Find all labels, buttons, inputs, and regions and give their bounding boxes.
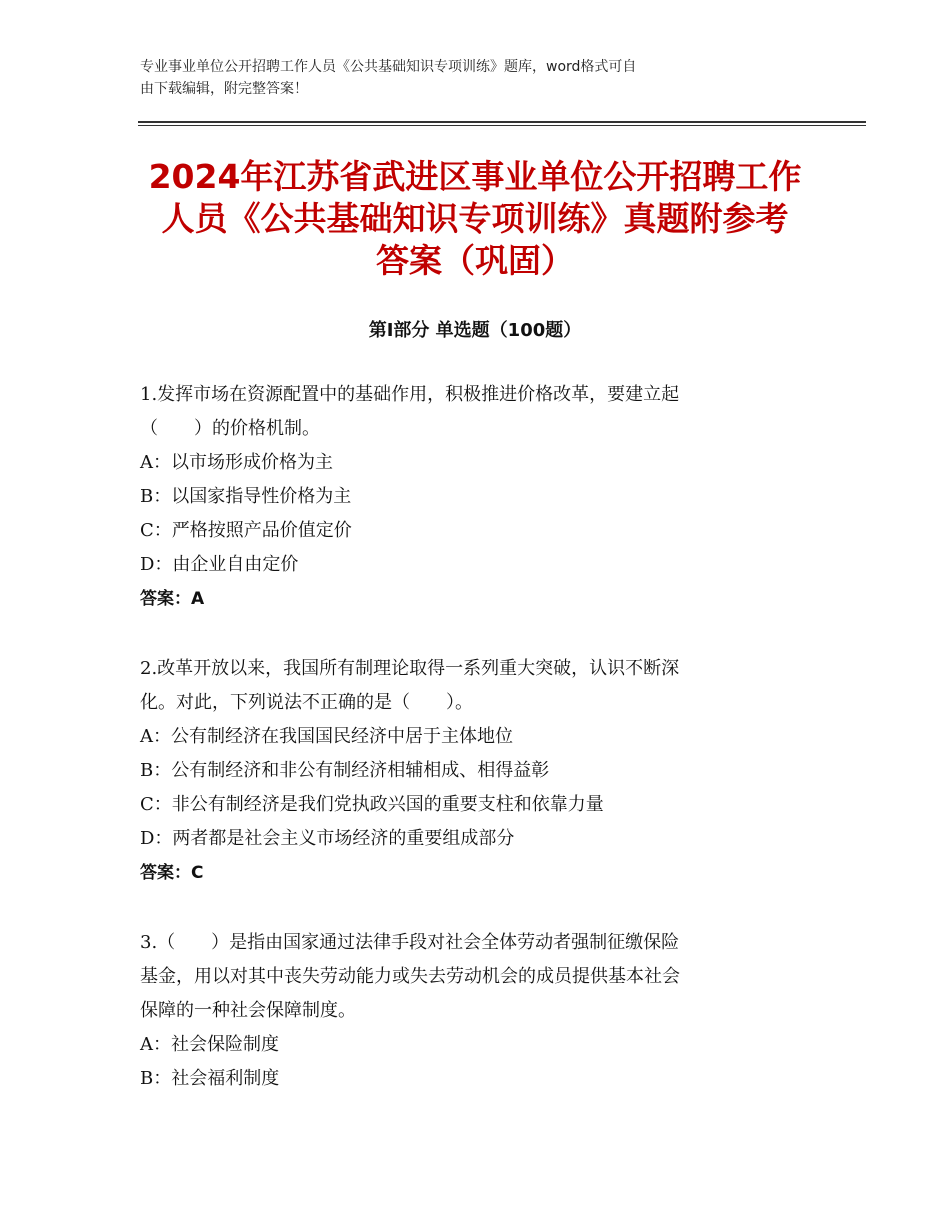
answer: 答案：A — [140, 589, 205, 609]
option-b: B：公有制经济和非公有制经济相辅相成、相得益彰 — [140, 760, 550, 781]
header-note-line: 专业事业单位公开招聘工作人员《公共基础知识专项训练》题库，word格式可自 — [140, 59, 637, 75]
answer: 答案：C — [140, 863, 204, 883]
option-b: B：以国家指导性价格为主 — [140, 486, 352, 507]
question-stem: 2.改革开放以来，我国所有制理论取得一系列重大突破，认识不断深 — [140, 658, 680, 679]
option-a: A：社会保险制度 — [140, 1034, 279, 1055]
question-stem: 化。对此，下列说法不正确的是（ ）。 — [140, 692, 473, 713]
option-d: D：由企业自由定价 — [140, 554, 299, 575]
document-header-note — [140, 56, 820, 100]
option-c: C：非公有制经济是我们党执政兴国的重要支柱和依靠力量 — [140, 794, 604, 815]
question-stem: 1.发挥市场在资源配置中的基础作用，积极推进价格改革，要建立起 — [140, 384, 680, 405]
question-1 — [140, 378, 810, 616]
question-stem: 基金，用以对其中丧失劳动能力或失去劳动机会的成员提供基本社会 — [140, 966, 680, 987]
question-stem: （ ）的价格机制。 — [140, 418, 320, 439]
title-line: 2024年江苏省武进区事业单位公开招聘工作 — [148, 157, 802, 196]
question-3 — [140, 926, 810, 1096]
header-note-line: 由下载编辑，附完整答案！ — [140, 81, 308, 97]
question-2 — [140, 652, 810, 890]
question-stem: 3.（ ）是指由国家通过法律手段对社会全体劳动者强制征缴保险 — [140, 932, 680, 953]
option-d: D：两者都是社会主义市场经济的重要组成部分 — [140, 828, 515, 849]
title-line: 答案（巩固） — [376, 241, 574, 280]
document-title — [120, 156, 830, 282]
title-line: 人员《公共基础知识专项训练》真题附参考 — [161, 199, 789, 238]
option-a: A：公有制经济在我国国民经济中居于主体地位 — [140, 726, 513, 747]
section-heading: 第Ⅰ部分 单选题（100题） — [368, 320, 582, 341]
question-stem: 保障的一种社会保障制度。 — [140, 1000, 356, 1021]
header-divider — [138, 121, 866, 123]
header-divider-thin — [138, 125, 866, 126]
option-c: C：严格按照产品价值定价 — [140, 520, 352, 541]
option-a: A：以市场形成价格为主 — [140, 452, 333, 473]
option-b: B：社会福利制度 — [140, 1068, 280, 1089]
